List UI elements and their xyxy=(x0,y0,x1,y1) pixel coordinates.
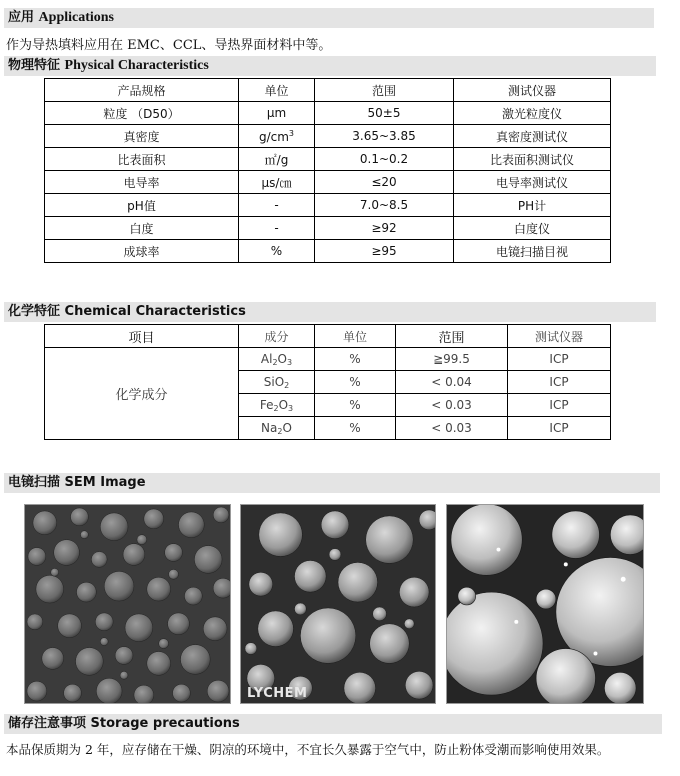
chemical-unit: % xyxy=(315,371,396,394)
chemical-heading xyxy=(4,302,656,322)
formula-part: SiO xyxy=(263,374,285,389)
table-row xyxy=(45,125,611,148)
formula-part: O xyxy=(282,420,292,435)
chemical-header-instrument: 测试仪器 xyxy=(508,325,611,348)
physical-item: pH值 xyxy=(45,194,239,217)
chemical-unit: % xyxy=(315,348,396,371)
physical-unit: % xyxy=(239,240,315,263)
applications-text: 作为导热填料应用在 EMC、CCL、导热界面材料中等。 xyxy=(6,38,332,53)
table-row xyxy=(45,240,611,263)
chemical-group-label: 化学成分 xyxy=(45,348,239,440)
table-row xyxy=(45,102,611,125)
storage-title-en: Storage precautions xyxy=(90,716,240,731)
physical-unit: - xyxy=(239,194,315,217)
sem-particles-high xyxy=(447,505,643,703)
physical-header-unit: 单位 xyxy=(239,79,315,102)
physical-item: 粒度 （D50） xyxy=(45,102,239,125)
sem-heading xyxy=(4,473,660,493)
chemical-header-row xyxy=(45,325,611,348)
physical-range: ≤20 xyxy=(315,171,454,194)
chemical-range: < 0.03 xyxy=(396,394,508,417)
formula-subscript: 2 xyxy=(272,357,278,367)
table-row xyxy=(45,348,611,371)
unit-superscript: 3 xyxy=(288,128,295,138)
formula-part: O xyxy=(278,397,289,412)
physical-header-item: 产品规格 xyxy=(45,79,239,102)
chemical-component xyxy=(239,394,315,417)
sem-image-high-mag xyxy=(446,504,644,704)
physical-instrument: 激光粒度仪 xyxy=(454,102,611,125)
physical-table xyxy=(44,78,611,263)
physical-item: 比表面积 xyxy=(45,148,239,171)
physical-title-cn: 物理特征 xyxy=(8,58,61,73)
chemical-title-cn: 化学特征 xyxy=(8,304,61,319)
chemical-component xyxy=(239,371,315,394)
chemical-component xyxy=(239,348,315,371)
physical-range: ≥92 xyxy=(315,217,454,240)
chemical-range: < 0.04 xyxy=(396,371,508,394)
physical-range: 7.0~8.5 xyxy=(315,194,454,217)
storage-heading xyxy=(4,714,662,734)
physical-instrument: 真密度测试仪 xyxy=(454,125,611,148)
chemical-instrument: ICP xyxy=(508,371,611,394)
physical-header-instrument: 测试仪器 xyxy=(454,79,611,102)
chemical-header-range: 范围 xyxy=(396,325,508,348)
physical-instrument: 电镜扫描目视 xyxy=(454,240,611,263)
chemical-unit: % xyxy=(315,417,396,440)
formula-part: Na xyxy=(261,420,278,435)
physical-instrument: 白度仪 xyxy=(454,217,611,240)
physical-instrument: PH计 xyxy=(454,194,611,217)
physical-header-row xyxy=(45,79,611,102)
physical-range: 50±5 xyxy=(315,102,454,125)
table-row xyxy=(45,171,611,194)
physical-unit: μs/㎝ xyxy=(239,171,315,194)
sem-image-low-mag xyxy=(24,504,231,704)
table-row xyxy=(45,194,611,217)
chemical-instrument: ICP xyxy=(508,417,611,440)
sem-particles-low xyxy=(25,505,230,703)
sem-image-mid-mag xyxy=(240,504,436,704)
table-row xyxy=(45,148,611,171)
physical-item: 真密度 xyxy=(45,125,239,148)
chemical-header-component: 成分 xyxy=(239,325,315,348)
physical-range: 0.1~0.2 xyxy=(315,148,454,171)
applications-heading xyxy=(4,8,654,28)
physical-range: 3.65~3.85 xyxy=(315,125,454,148)
table-row xyxy=(45,217,611,240)
sem-particles-mid xyxy=(241,505,435,703)
sem-watermark: LYCHEM xyxy=(247,686,308,701)
chemical-instrument: ICP xyxy=(508,348,611,371)
formula-subscript: 3 xyxy=(287,357,293,367)
physical-instrument: 比表面积测试仪 xyxy=(454,148,611,171)
physical-heading xyxy=(4,56,656,76)
physical-instrument: 电导率测试仪 xyxy=(454,171,611,194)
sem-title-en: SEM Image xyxy=(64,475,146,490)
chemical-title-en: Chemical Characteristics xyxy=(64,304,246,319)
physical-item: 成球率 xyxy=(45,240,239,263)
formula-part: O xyxy=(277,351,287,366)
applications-title-en: Applications xyxy=(38,10,115,25)
formula-part: Al xyxy=(260,351,273,366)
unit-text: g/cm xyxy=(258,129,289,144)
physical-unit xyxy=(239,125,315,148)
physical-item: 电导率 xyxy=(45,171,239,194)
chemical-component xyxy=(239,417,315,440)
chemical-table xyxy=(44,324,611,440)
storage-title-cn: 储存注意事项 xyxy=(8,716,87,731)
storage-text: 本品保质期为 2 年，应存储在干燥、阴凉的环境中，不宜长久暴露于空气中，防止粉体受潮而影响使用效果。 xyxy=(6,742,610,757)
physical-title-en: Physical Characteristics xyxy=(64,58,209,73)
applications-title-cn: 应用 xyxy=(8,10,35,25)
physical-item: 白度 xyxy=(45,217,239,240)
physical-unit: - xyxy=(239,217,315,240)
physical-unit: ㎡/g xyxy=(239,148,315,171)
chemical-header-unit: 单位 xyxy=(315,325,396,348)
chemical-header-item: 项目 xyxy=(45,325,239,348)
chemical-instrument: ICP xyxy=(508,394,611,417)
chemical-unit: % xyxy=(315,394,396,417)
physical-unit: μm xyxy=(239,102,315,125)
physical-range: ≥95 xyxy=(315,240,454,263)
formula-subscript: 3 xyxy=(288,403,294,413)
formula-subscript: 2 xyxy=(277,426,283,436)
formula-subscript: 2 xyxy=(284,380,290,390)
physical-header-range: 范围 xyxy=(315,79,454,102)
formula-subscript: 2 xyxy=(273,403,279,413)
formula-part: Fe xyxy=(259,397,274,412)
chemical-range: ≧99.5 xyxy=(396,348,508,371)
chemical-range: < 0.03 xyxy=(396,417,508,440)
sem-title-cn: 电镜扫描 xyxy=(8,475,61,490)
